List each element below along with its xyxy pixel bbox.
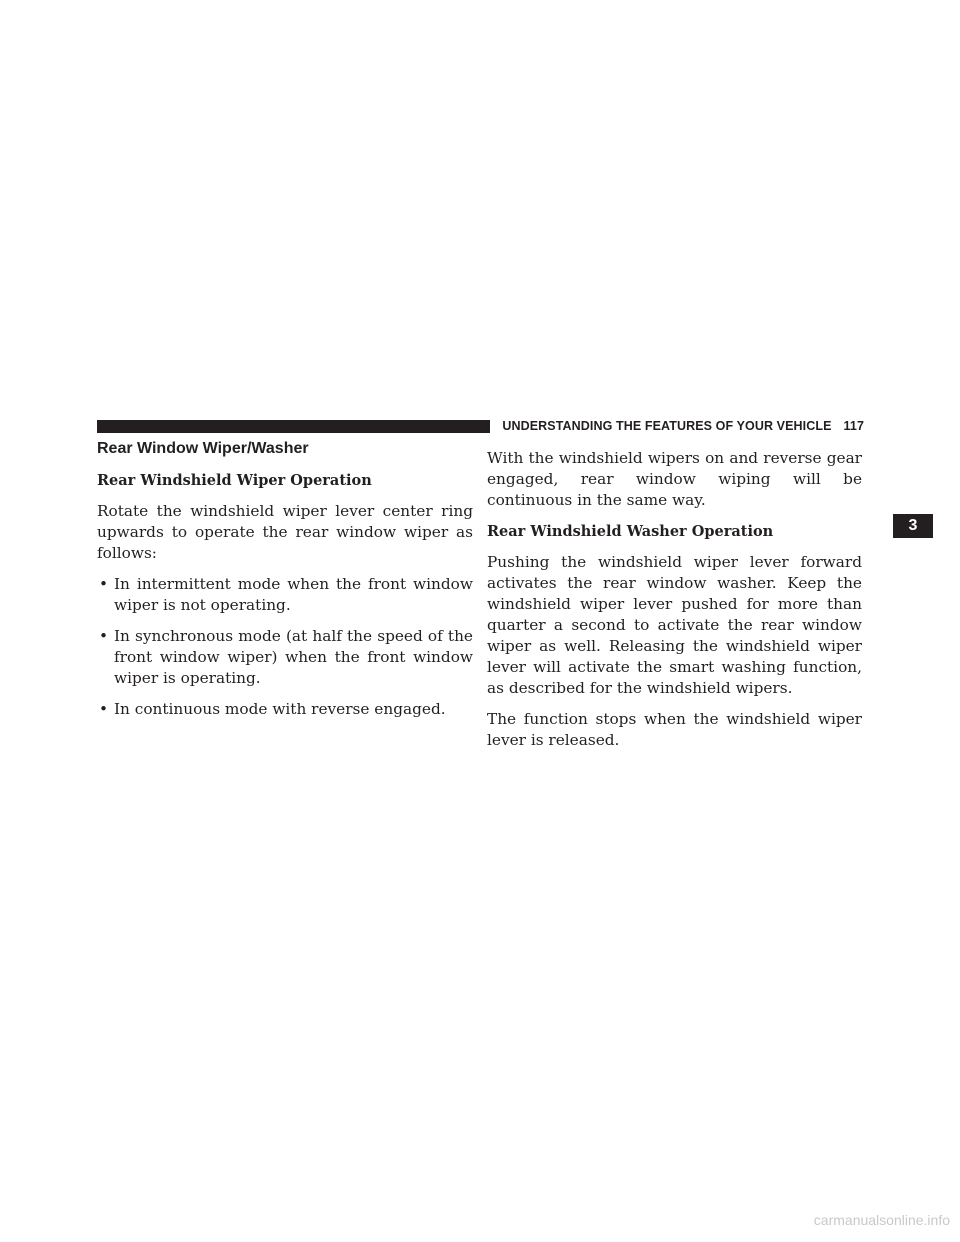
intro-paragraph: Rotate the windshield wiper lever center ring upwards to operate the rear window wiper as follows: (97, 502, 473, 562)
chapter-tab: 3 (893, 514, 933, 538)
left-column (97, 438, 473, 730)
list-item-text: In synchronous mode (at half the speed of the front window wiper) when the front window wiper is operating. (114, 627, 473, 687)
subsection-title-wiper: Rear Windshield Wiper Operation (97, 472, 372, 489)
subsection-title-washer: Rear Windshield Washer Operation (487, 523, 774, 540)
list-item-text: In continuous mode with reverse engaged. (114, 700, 446, 718)
watermark: carmanualsonline.info (813, 1212, 950, 1228)
reverse-paragraph: With the windshield wipers on and reverse gear engaged, rear window wiping will be continuous in the same way. (487, 449, 862, 509)
bullet-icon: • (99, 575, 109, 593)
right-column (487, 448, 862, 761)
list-item (97, 626, 473, 689)
bullet-icon: • (99, 700, 109, 718)
washer-paragraph: Pushing the windshield wiper lever forward activates the rear window washer. Keep the windshield wiper lever pushed for more than quarter a second to activate the rear window wiper as well. Releasing the windshield wiper lever will activate the smart washing function, as described for the windshield wipers. (487, 553, 862, 697)
page-number: 117 (843, 419, 864, 433)
stop-paragraph: The function stops when the windshield wiper lever is released. (487, 710, 862, 749)
mode-list (97, 574, 473, 720)
chapter-title: UNDERSTANDING THE FEATURES OF YOUR VEHICLE (502, 419, 832, 433)
list-item (97, 699, 473, 720)
bullet-icon: • (99, 627, 109, 645)
running-header (503, 416, 864, 436)
list-item-text: In intermittent mode when the front window wiper is not operating. (114, 575, 473, 614)
section-title: Rear Window Wiper/Washer (97, 440, 309, 457)
list-item (97, 574, 473, 616)
header-rule (97, 420, 490, 433)
